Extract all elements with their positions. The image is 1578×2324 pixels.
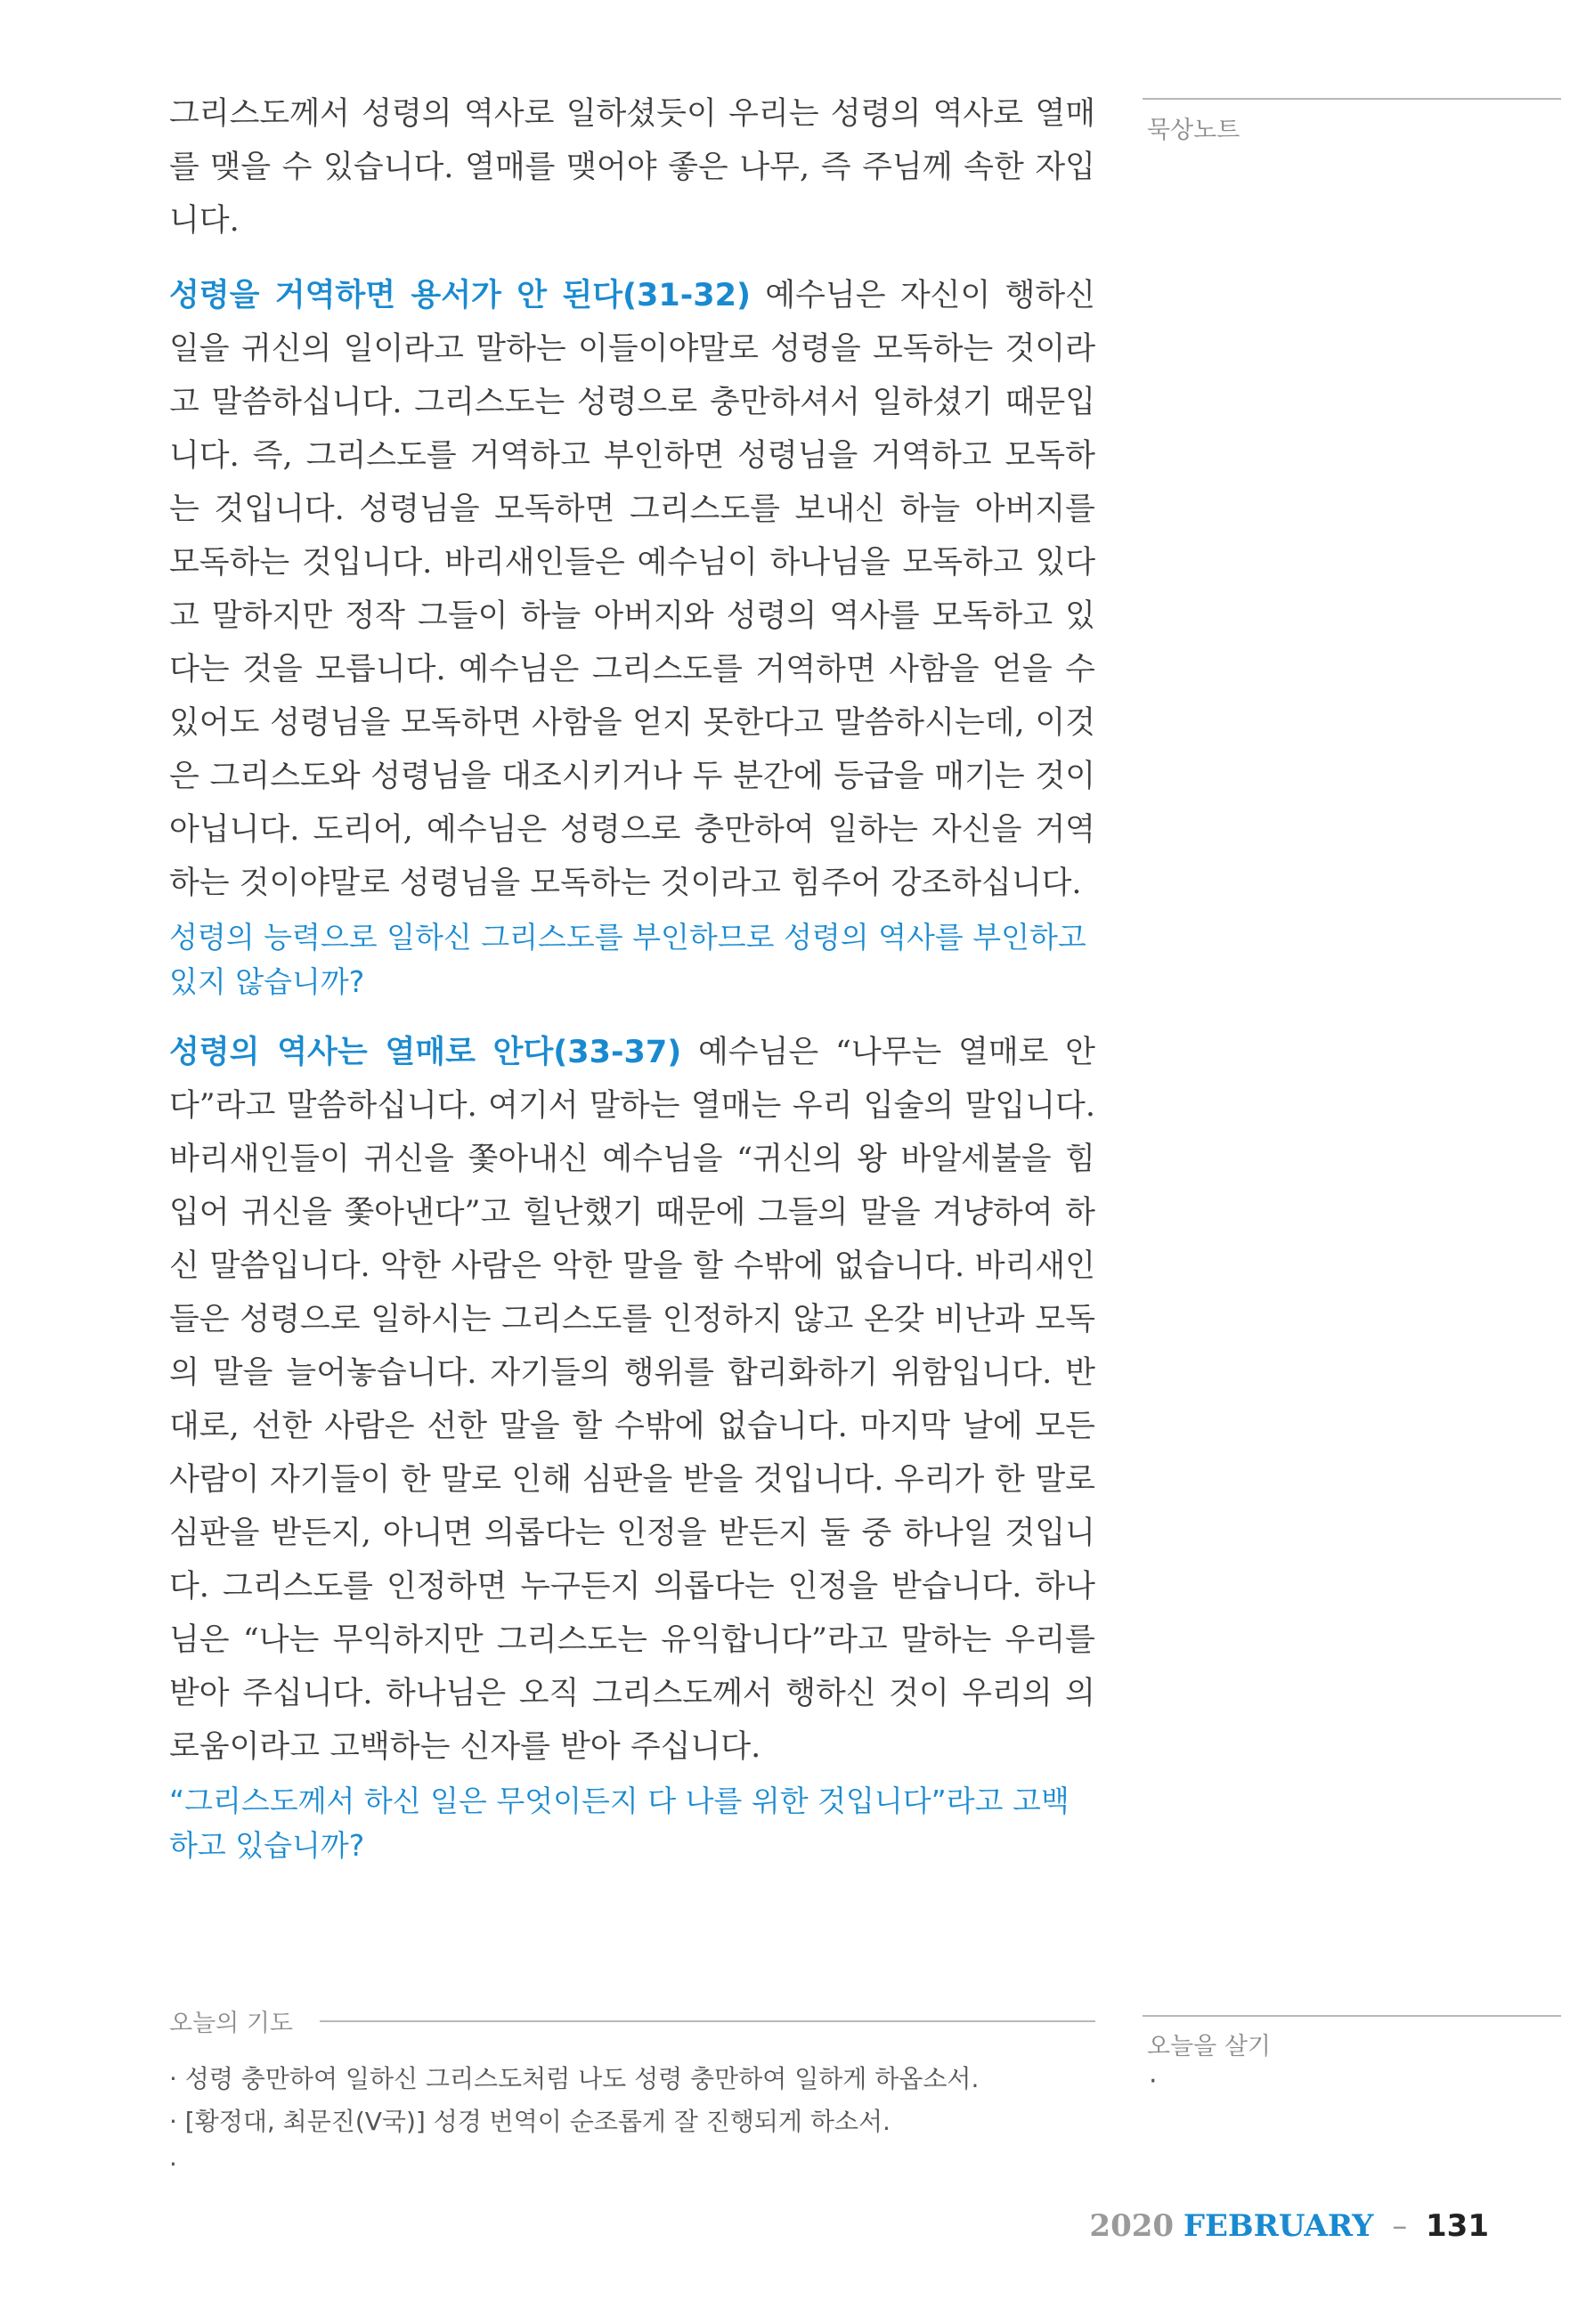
footer-dash: – (1392, 2208, 1408, 2244)
prayer-item: · 성령 충만하여 일하신 그리스도처럼 나도 성령 충만하여 일하게 하옵소서. (169, 2064, 980, 2093)
prayer-header (169, 2003, 1095, 2038)
meditation-note-label: 묵상노트 (1147, 117, 1240, 144)
page-footer (1089, 2208, 1489, 2244)
meditation-divider (1143, 98, 1561, 100)
prayer-item: · [황정대, 최문진(V국)] 성경 번역이 순조롭게 잘 진행되게 하소서. (169, 2107, 891, 2136)
living-today-label: 오늘을 살기 (1147, 2033, 1271, 2060)
prayer-divider (320, 2020, 1095, 2022)
section-2-heading: 성령의 역사는 열매로 안다(33-37) (169, 1035, 682, 1070)
section-1-question: 성령의 능력으로 일하신 그리스도를 부인하므로 성령의 역사를 부인하고 있지 않습니까? (169, 920, 1086, 999)
prayer-item: · (169, 2149, 177, 2179)
page-number: 131 (1426, 2208, 1489, 2244)
section-2-paragraph (169, 1026, 1095, 1774)
section-1-body: 예수님은 자신이 행하신 일을 귀신의 일이라고 말하는 이들이야말로 성령을 모독하는 것이라고 말씀하십니다. 그리스도는 성령으로 충만하셔서 일하셨기 때문입니다. 즉, 그리스도를 거역하고 부인하면 성령님을 거역하고 모독하는 것입니다. 성령님을 모독하면 그리스도를 보내신 하늘 아버지를 모독하는 것입니다. 바리새인들은 예수님이 하나님을 모독하고 있다고 말하지만 정작 그들이 하늘 아버지와 성령의 역사를 모독하고 있다는 것을 모릅니다. 예수님은 그리스도를 거역하면 사함을 얻을 수 있어도 성령님을 모독하면 사함을 얻지 못한다고 말씀하시는데, 이것은 그리스도와 성령님을 대조시키거나 두 분간에 등급을 매기는 것이 아닙니다. 도리어, 예수님은 성령으로 충만하여 일하는 자신을 거역하는 것이야말로 성령님을 모독하는 것이라고 힘주어 강조하십니다. (169, 278, 1095, 901)
prayer-title: 오늘의 기도 (169, 2010, 293, 2037)
section-1-heading: 성령을 거역하면 용서가 안 된다(31-32) (169, 278, 751, 313)
section-2-body: 예수님은 “나무는 열매로 안다”라고 말씀하십니다. 여기서 말하는 열매는 우리 입술의 말입니다. 바리새인들이 귀신을 쫓아내신 예수님을 “귀신의 왕 바알세불을 힘입어 귀신을 쫓아낸다”고 힐난했기 때문에 그들의 말을 겨냥하여 하신 말씀입니다. 악한 사람은 악한 말을 할 수밖에 없습니다. 바리새인들은 성령으로 일하시는 그리스도를 인정하지 않고 온갖 비난과 모독의 말을 늘어놓습니다. 자기들의 행위를 합리화하기 위함입니다. 반대로, 선한 사람은 선한 말을 할 수밖에 없습니다. 마지막 날에 모든 사람이 자기들이 한 말로 인해 심판을 받을 것입니다. 우리가 한 말로 심판을 받든지, 아니면 의롭다는 인정을 받든지 둘 중 하나일 것입니다. 그리스도를 인정하면 누구든지 의롭다는 인정을 받습니다. 하나님은 “나는 무익하지만 그리스도는 유익합니다”라고 말하는 우리를 받아 주십니다. 하나님은 오직 그리스도께서 행하신 것이 우리의 의로움이라고 고백하는 신자를 받아 주십니다. (169, 1035, 1095, 1765)
prayer-section (169, 2003, 1095, 2186)
prayer-list (169, 2058, 1095, 2186)
main-text (169, 87, 1095, 1868)
section-1-paragraph (169, 269, 1095, 910)
section-2-question: “그리스도께서 하신 일은 무엇이든지 다 나를 위한 것입니다”라고 고백하고 있습니까? (169, 1784, 1070, 1863)
footer-month: FEBRUARY (1183, 2208, 1374, 2244)
intro-paragraph: 그리스도께서 성령의 역사로 일하셨듯이 우리는 성령의 역사로 열매를 맺을 수 있습니다. 열매를 맺어야 좋은 나무, 즉 주님께 속한 자입니다. (169, 96, 1095, 239)
living-bullet: · (1149, 2066, 1158, 2097)
living-divider (1143, 2015, 1561, 2017)
footer-year: 2020 (1089, 2208, 1175, 2244)
